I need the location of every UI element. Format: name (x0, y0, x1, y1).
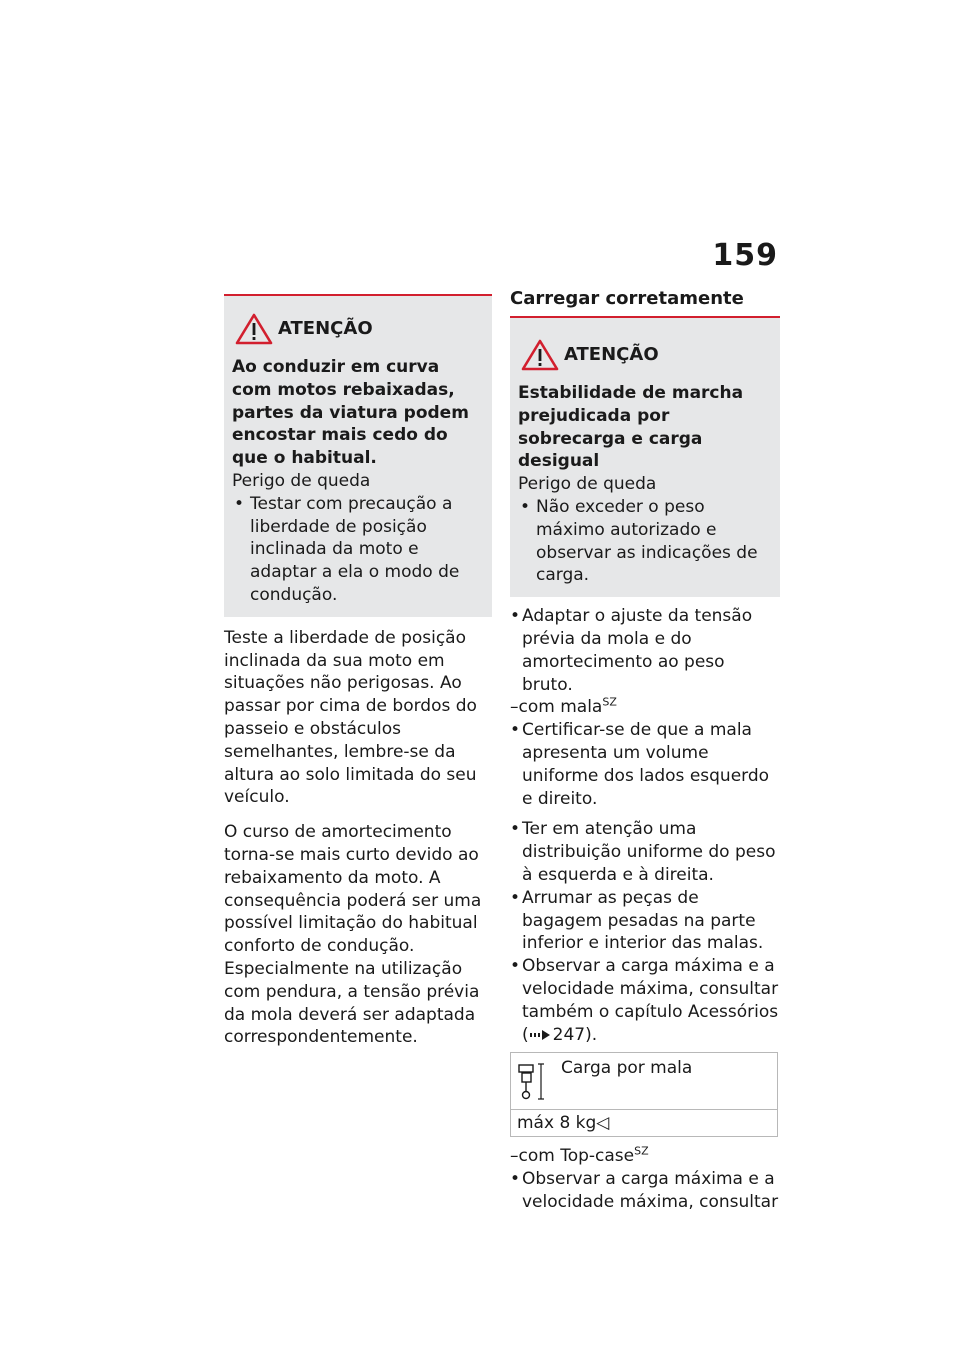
left-column (224, 294, 492, 1049)
warning-lead: Ao conduzir em curva com motos rebaixadas, partes da viatura podem encostar mais cedo do que o habitual. (232, 357, 469, 469)
luggage-load-icon (517, 1061, 547, 1101)
instruction-step: • Observar a carga máxima e a velocidade máxima, consultar (510, 1168, 780, 1214)
condition-case: –com mala$^{SZ}$ (510, 695, 617, 718)
instruction-step-reference (510, 955, 780, 1046)
load-table-header (511, 1053, 777, 1110)
warning-subtitle: Perigo de queda (518, 474, 657, 495)
paragraph: Teste a liberdade de posição inclinada da sua moto em situações não perigosas. Ao passar por cima de bordos do passeio e obstáculos semelhantes, lembre-se da altura ao solo limitada do seu veículo. (224, 627, 477, 808)
load-table-value: máx 8 kg◁ (517, 1113, 610, 1134)
paragraph: O curso de amortecimento torna-se mais curto devido ao rebaixamento da moto. A consequência poderá ser uma possível limitação do habitual conforto de condução. Especialmente na utilização com pendura, a tensão prévia da mola deverá ser adaptada correspondentemente. (224, 822, 482, 1048)
warning-bullet: • Não exceder o peso máximo autorizado e observar as indicações de carga. (518, 496, 772, 587)
instruction-step: • Adaptar o ajuste da tensão prévia da mola e do amortecimento ao peso bruto. (510, 605, 780, 696)
instruction-step: • Arrumar as peças de bagagem pesadas na parte inferior e interior das malas. (510, 887, 780, 955)
warning-triangle-icon (520, 338, 560, 372)
condition-top-case: –com Top-case$^{SZ}$ (510, 1144, 649, 1167)
reference-page: 247). (552, 1024, 598, 1045)
warning-lead: Estabilidade de marcha prejudicada por sobrecarga e carga desigual (518, 383, 744, 472)
warning-box (224, 294, 492, 617)
warning-title: ATENÇÃO (278, 317, 373, 339)
warning-title: ATENÇÃO (564, 343, 659, 365)
condition-text: com mala (518, 697, 603, 718)
load-table-label: Carga por mala (561, 1058, 693, 1079)
warning-triangle-icon (234, 312, 274, 346)
section-title: Carregar corretamente (510, 288, 780, 318)
load-table (510, 1052, 778, 1137)
instruction-step: • Ter em atenção uma distribuição uniforme do peso à esquerda e à direita. (510, 818, 780, 886)
condition-text: com Top-case (518, 1146, 635, 1167)
warning-bullet: • Testar com precaução a liberdade de posição inclinada da moto e adaptar a ela o modo de condução. (232, 493, 484, 607)
warning-bullets (518, 496, 772, 587)
condition-superscript: SZ (602, 695, 617, 709)
warning-bullets (232, 493, 484, 607)
instruction-step: • Certificar-se de que a mala apresenta um volume uniforme dos lados esquerdo e direito. (510, 719, 780, 810)
reference-open: ( (522, 1024, 529, 1045)
page-number: 159 (712, 238, 778, 273)
right-column (510, 288, 780, 1214)
luggage-load-icon-cell (511, 1053, 561, 1109)
warning-box (510, 318, 780, 597)
page-reference-arrow-icon (529, 1029, 553, 1041)
condition-superscript: SZ (634, 1144, 649, 1158)
warning-header (518, 336, 772, 374)
warning-subtitle: Perigo de queda (232, 470, 371, 491)
warning-header (232, 310, 484, 348)
reference-text: Observar a carga máxima e a velocidade máxima, consultar também o capítulo Acessórios (522, 956, 779, 1022)
